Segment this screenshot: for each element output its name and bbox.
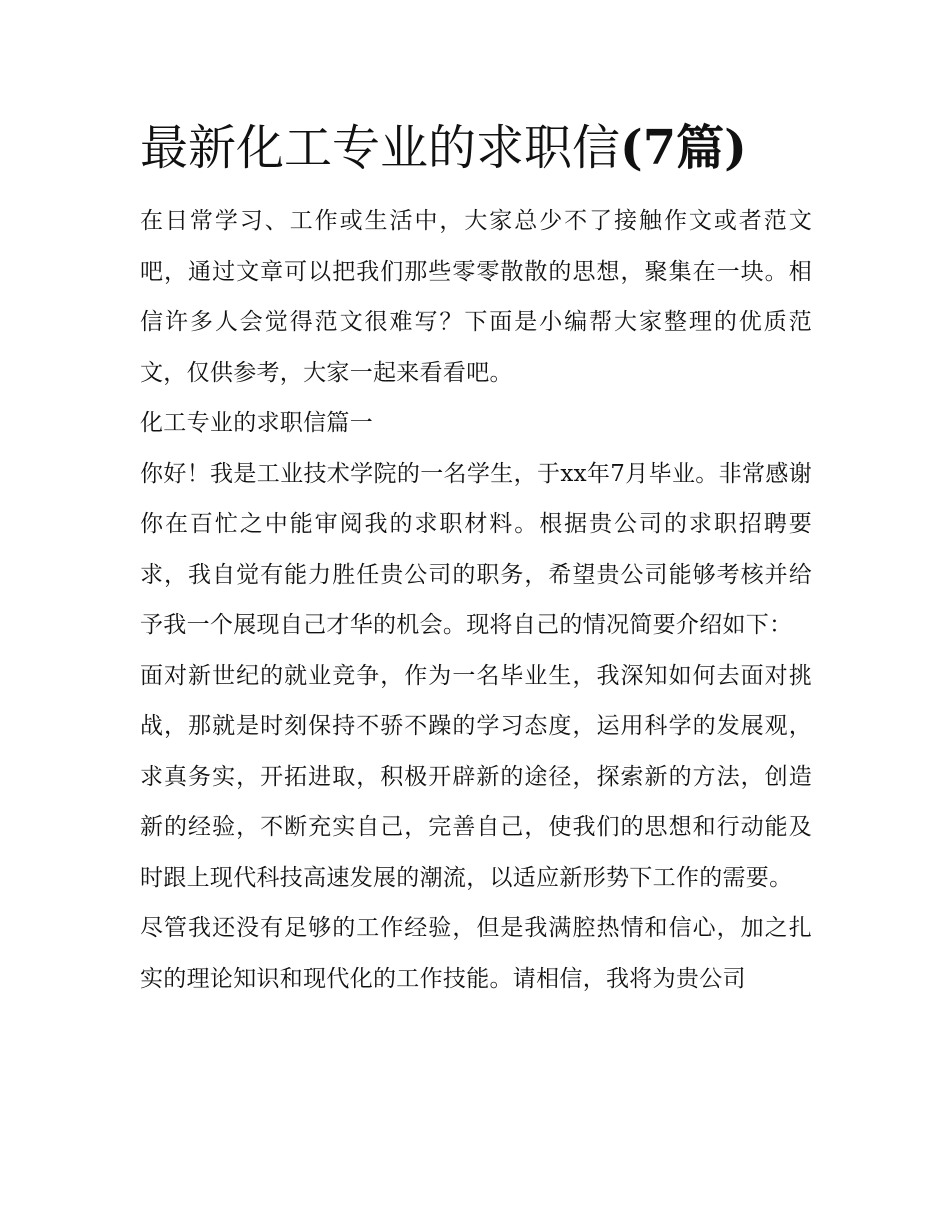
- letter-paragraph-greeting: 你好！我是工业技术学院的一名学生，于xx年7月毕业。非常感谢你在百忙之中能审阅我的求职材料。根据贵公司的求职招聘要求，我自觉有能力胜任贵公司的职务，希望贵公司能够考核并给予我一个展现自己才华的机会。现将自己的情况简要介绍如下：: [140, 460, 812, 638]
- letter-paragraph-competition: 面对新世纪的就业竞争，作为一名毕业生，我深知如何去面对挑战，那就是时刻保持不骄不躁的学习态度，运用科学的发展观，求真务实，开拓进取，积极开辟新的途径，探索新的方法，创造新的经验，不断充实自己，完善自己，使我们的思想和行动能及时跟上现代科技高速发展的潮流，以适应新形势下工作的需要。: [140, 662, 812, 891]
- intro-paragraph: 在日常学习、工作或生活中，大家总少不了接触作文或者范文吧，通过文章可以把我们那些零零散散的思想，聚集在一块。相信许多人会觉得范文很难写？下面是小编帮大家整理的优质范文，仅供参考，大家一起来看看吧。: [140, 208, 812, 386]
- document-page: [140, 112, 812, 1004]
- document-title-suffix: (7篇): [620, 120, 747, 176]
- document-title-main: 最新化工专业的求职信: [140, 120, 621, 176]
- document-body: [140, 196, 812, 1004]
- letter-paragraph-experience: 尽管我还没有足够的工作经验，但是我满腔热情和信心，加之扎实的理论知识和现代化的工作技能。请相信，我将为贵公司: [140, 915, 812, 992]
- section-heading: 化工专业的求职信篇一: [140, 410, 373, 436]
- document-title: [140, 112, 812, 184]
